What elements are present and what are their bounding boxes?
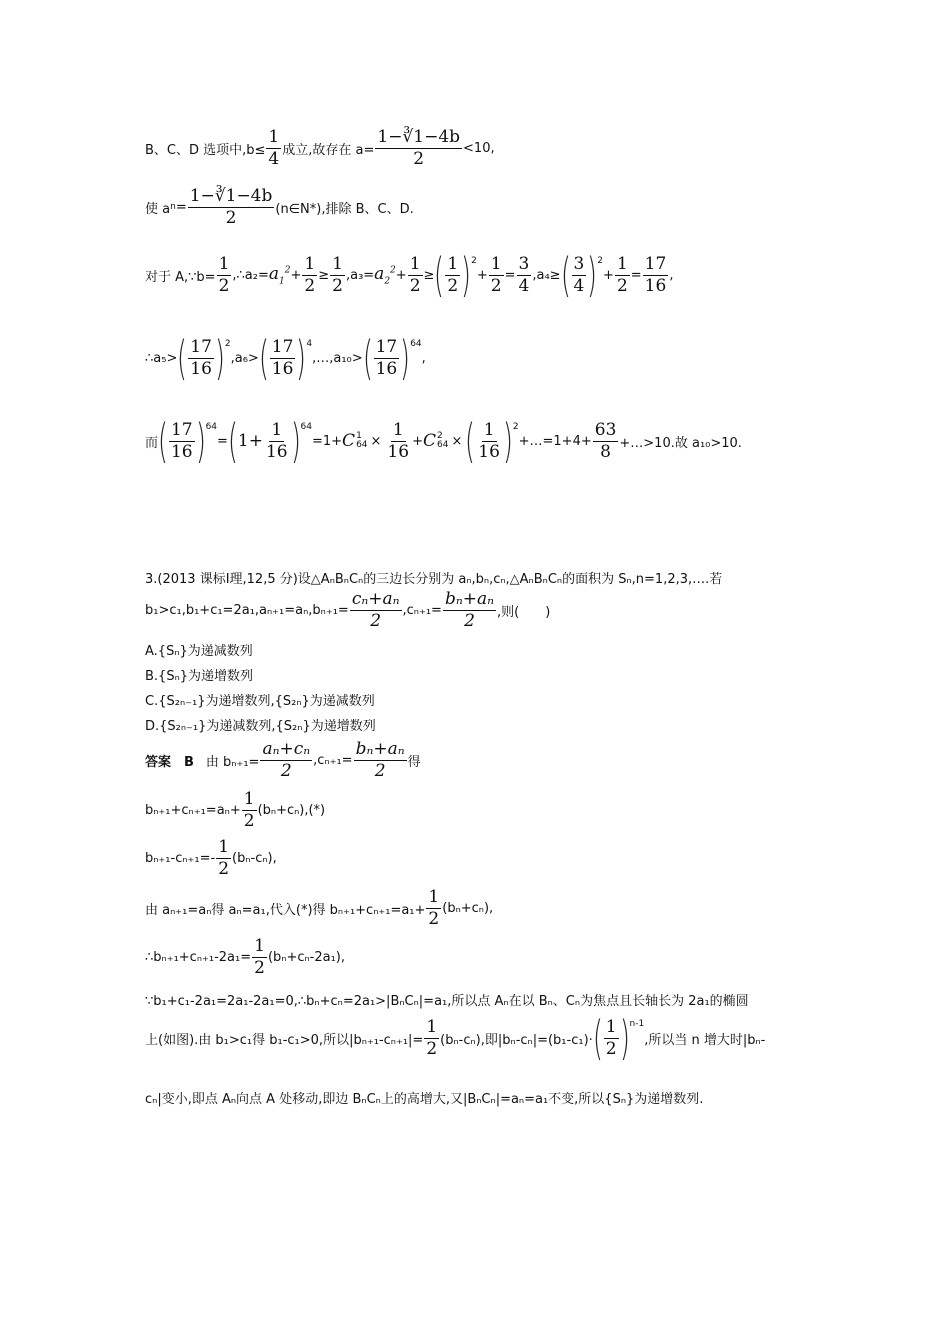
text: ≥ xyxy=(318,267,330,283)
text: (n∈N*),排除 B、C、D. xyxy=(275,201,414,217)
text: ∴a₅> xyxy=(145,350,178,366)
question-text: 3.(2013 课标Ⅰ理,12,5 分)设△AₙBₙCₙ的三边长分别为 aₙ,bₙ,cₙ,△AₙBₙCₙ的面积为 Sₙ,n=1,2,3,….若 xyxy=(145,572,723,587)
text: ,cₙ₊₁= xyxy=(402,602,442,618)
fraction: $\frac{3}{4}$ xyxy=(518,253,530,296)
left-paren: ( xyxy=(227,414,238,468)
fraction: $\frac{17}{16}$ xyxy=(271,336,294,379)
text: ,a₃= xyxy=(345,267,375,283)
option-b: B.{Sₙ}为递增数列 xyxy=(145,669,254,684)
left-paren: ( xyxy=(177,331,188,385)
option-c: C.{S₂ₙ₋₁}为递增数列,{S₂ₙ}为递减数列 xyxy=(145,694,375,709)
left-paren: ( xyxy=(362,331,373,385)
text: =1+ xyxy=(311,433,343,449)
left-paren: ( xyxy=(258,331,269,385)
exponent: 2 xyxy=(471,256,477,266)
fraction: $\frac{\text{bₙ+aₙ}}{2}$ xyxy=(355,739,405,781)
left-paren: ( xyxy=(434,248,445,302)
right-paren: ) xyxy=(400,331,411,385)
text: = xyxy=(217,433,228,449)
step-2: bₙ₊₁-cₙ₊₁=- $\frac{1}{2}$ (bₙ-cₙ), xyxy=(145,837,277,879)
left-paren: ( xyxy=(592,1011,603,1065)
left-paren: ( xyxy=(465,414,476,468)
option-a: A.{Sₙ}为递减数列 xyxy=(145,644,253,659)
text: ,cₙ₊₁= xyxy=(313,752,353,768)
exponent: n-1 xyxy=(629,1019,645,1029)
right-paren: ) xyxy=(195,414,206,468)
text: = xyxy=(630,267,642,283)
fraction: $\frac{1}{16}$ xyxy=(478,419,500,462)
text: 使 a xyxy=(145,201,171,217)
line-4 xyxy=(145,331,426,385)
text: × xyxy=(451,433,463,449)
exponent: 2 xyxy=(597,256,604,266)
fraction: $\frac{1}{2}$ xyxy=(409,253,421,296)
fraction: $\frac{1}{2}$ xyxy=(254,936,265,978)
text: ,a₆> xyxy=(230,350,259,366)
text: × xyxy=(370,433,382,449)
left-paren: ( xyxy=(158,414,168,468)
right-paren: ) xyxy=(587,248,598,302)
fraction: $\frac{\text{bₙ+aₙ}}{2}$ xyxy=(444,589,494,631)
fraction: $\frac{1}{2}$ xyxy=(218,253,230,296)
text: ,a₄≥ xyxy=(532,267,561,283)
text: B、C、D 选项中,b≤ xyxy=(145,142,266,158)
text: + xyxy=(395,267,407,283)
fraction: $\frac{1-∛1-4b}{2}$ xyxy=(377,127,461,169)
exponent: 64 xyxy=(410,339,422,349)
step-5: ∵b₁+c₁-2a₁=2a₁-2a₁=0,∴bₙ+cₙ=2a₁>|BₙCₙ|=a₁,所以点 Aₙ在以 Bₙ、Cₙ为焦点且长轴长为 2a₁的椭圆 xyxy=(145,994,749,1009)
fraction: $\frac{1}{16}$ xyxy=(265,419,288,462)
text: ,∴a₂= xyxy=(232,267,269,283)
math-var: $a_1^2$ xyxy=(268,263,291,287)
fraction: $\frac{1}{2}$ xyxy=(447,253,459,296)
exponent: 2 xyxy=(512,422,519,432)
text: + xyxy=(412,433,423,449)
text: 得 xyxy=(407,754,421,770)
text: b₁>c₁,b₁+c₁=2a₁,aₙ₊₁=aₙ,bₙ₊₁= xyxy=(145,602,349,618)
fraction: $\frac{63}{8}$ xyxy=(594,419,617,462)
line-5 xyxy=(145,414,742,468)
text: + xyxy=(476,267,488,283)
fraction: $\frac{1}{16}$ xyxy=(387,419,410,462)
subscript: n xyxy=(170,202,176,213)
q3-line-2 xyxy=(145,590,550,630)
step-7: cₙ|变小,即点 Aₙ向点 A 处移动,即边 BₙCₙ上的高增大,又|BₙCₙ|=aₙ=a₁不变,所以{Sₙ}为递增数列. xyxy=(145,1092,704,1107)
line-2 xyxy=(145,187,414,227)
step-1: bₙ₊₁+cₙ₊₁=aₙ+ $\frac{1}{2}$ (bₙ+cₙ),(*) xyxy=(145,789,326,831)
right-paren: ) xyxy=(296,331,307,385)
text: +…>10.故 a₁₀>10. xyxy=(619,435,742,451)
text: = xyxy=(504,267,516,283)
answer-line xyxy=(145,740,421,780)
combination: C xyxy=(422,431,436,451)
right-paren: ) xyxy=(461,248,472,302)
combination: C xyxy=(342,431,356,451)
fraction: $\frac{\text{aₙ+cₙ}}{2}$ xyxy=(262,739,311,781)
text: + xyxy=(603,267,614,283)
fraction: $\frac{1}{4}$ xyxy=(268,127,280,169)
fraction: $\frac{17}{16}$ xyxy=(644,253,667,296)
exponent: 64 xyxy=(300,422,312,432)
fraction: $\frac{1-∛1-4b}{2}$ xyxy=(189,186,273,228)
text: , xyxy=(669,267,674,283)
fraction: $\frac{17}{16}$ xyxy=(375,336,398,379)
text: 由 bₙ₊₁= xyxy=(205,754,260,770)
fraction: $\frac{1}{2}$ xyxy=(605,1016,617,1059)
right-paren: ) xyxy=(502,414,513,468)
text: ,则( ) xyxy=(497,604,551,620)
fraction: $\frac{1}{2}$ xyxy=(428,887,440,929)
fraction: $\frac{1}{2}$ xyxy=(332,253,343,296)
right-paren: ) xyxy=(214,331,225,385)
fraction: $\frac{\text{cₙ+aₙ}}{2}$ xyxy=(351,589,400,631)
text: 对于 A,∵b= xyxy=(145,269,216,285)
combination-index: 1 64 xyxy=(356,431,368,450)
fraction: $\frac{17}{16}$ xyxy=(170,419,193,462)
text: ,…,a₁₀> xyxy=(312,350,363,366)
fraction: $\frac{1}{2}$ xyxy=(218,837,230,879)
exponent: 64 xyxy=(205,422,218,432)
fraction: $\frac{3}{4}$ xyxy=(573,253,585,296)
text: 而 xyxy=(145,435,159,451)
fraction: $\frac{1}{2}$ xyxy=(243,789,255,831)
fraction: $\frac{1}{2}$ xyxy=(490,253,502,296)
line-3 xyxy=(145,248,674,302)
fraction: $\frac{17}{16}$ xyxy=(190,336,212,379)
text: 1+ xyxy=(237,431,263,451)
q3-line-1 xyxy=(145,568,722,587)
step-6: 上(如图).由 b₁>c₁得 b₁-c₁>0,所以|bₙ₊₁-cₙ₊₁|= $\frac{1}{2}$ (bₙ-cₙ),即|bₙ-cₙ|=(b₁-c₁)· ( $\frac{1}{2}$ ) $^{n-1}$ ,所以当 n 增大时|bₙ- xyxy=(145,1011,766,1065)
line-1 xyxy=(145,128,495,168)
text: , xyxy=(421,350,426,366)
math-var: $a_2^2$ xyxy=(374,263,396,287)
fraction: $\frac{1}{2}$ xyxy=(616,253,628,296)
exponent: 4 xyxy=(306,339,313,349)
text: +…=1+4+ xyxy=(518,433,592,449)
exponent: 2 xyxy=(224,339,231,349)
step-4: ∴bₙ₊₁+cₙ₊₁-2a₁= $\frac{1}{2}$ (bₙ+cₙ-2a₁), xyxy=(145,936,346,978)
right-paren: ) xyxy=(619,1011,630,1065)
left-paren: ( xyxy=(560,248,571,302)
text: <10, xyxy=(463,140,495,156)
text: + xyxy=(290,267,302,283)
answer-label: 答案 B xyxy=(145,754,194,770)
combination-index: 2 64 xyxy=(436,431,449,450)
text: = xyxy=(175,199,187,215)
step-3: 由 aₙ₊₁=aₙ得 aₙ=a₁,代入(*)得 bₙ₊₁+cₙ₊₁=a₁+ $\frac{1}{2}$ (bₙ+cₙ), xyxy=(145,887,494,929)
fraction: $\frac{1}{2}$ xyxy=(304,253,316,296)
fraction: $\frac{1}{2}$ xyxy=(426,1016,438,1059)
text: 成立,故存在 a= xyxy=(282,142,375,158)
text: ≥ xyxy=(423,267,435,283)
option-d: D.{S₂ₙ₋₁}为递减数列,{S₂ₙ}为递增数列 xyxy=(145,719,376,734)
right-paren: ) xyxy=(290,414,301,468)
